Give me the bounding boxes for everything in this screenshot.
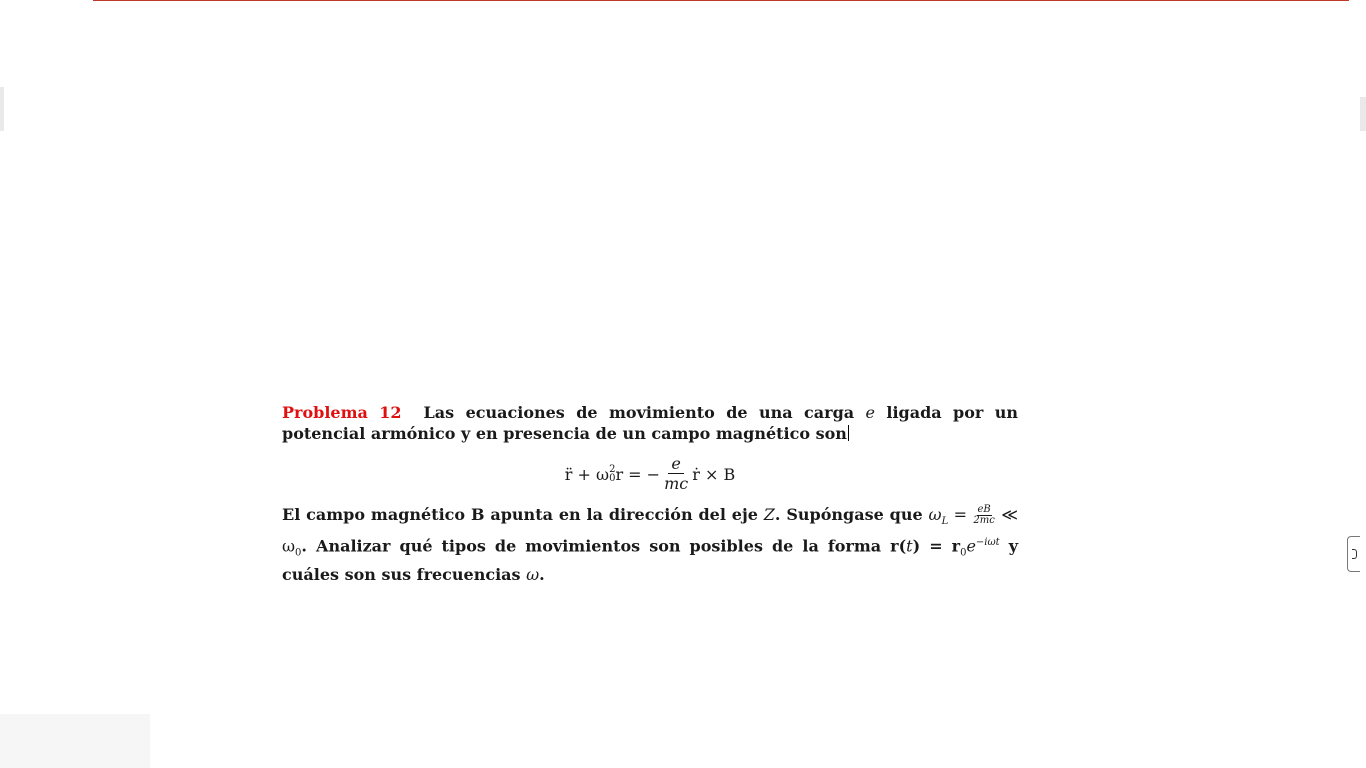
position-function: r( [890,536,907,556]
equals-sign: = [948,505,973,524]
text-cursor [848,425,849,441]
document-body[interactable] [282,402,1018,585]
larmor-subscript: L [941,516,949,528]
left-edge-panel [0,87,4,131]
equation-lhs: r̈ + ω [564,464,610,484]
top-page-border [93,0,1349,1]
much-less-omega: ≪ ω [282,505,1019,556]
question-text-1: El campo magnético B apunta en la dirección del eje [282,505,764,524]
frequency-symbol: ω [526,564,540,584]
position-function-rhs: ) = r [912,536,961,556]
side-panel-toggle-tab[interactable] [1347,536,1360,572]
charge-symbol: e [865,403,875,422]
omega-subscript: 0 [609,473,616,484]
problem-question [282,504,1018,585]
question-text-4: y cuáles son sus frecuencias [282,536,1018,584]
question-text-3: . Analizar qué tipos de movimientos son posibles de la forma [301,536,891,556]
question-period: . [539,564,545,584]
equation-lhs-tail: r = − [615,464,661,484]
equation-of-motion [282,456,1018,492]
charge-mass-fraction [661,456,691,492]
larmor-omega: ω [928,505,942,524]
fraction-denominator: mc [664,474,689,493]
omega0-subscript: 0 [295,547,302,559]
right-edge-panel [1360,97,1366,131]
problem-statement [282,402,1018,444]
exp-superscript: −iωt [975,537,1000,549]
exp-base: e [966,536,976,556]
equation-rhs: ṙ × B [692,464,736,484]
bottom-left-panel [0,714,150,768]
problem-label: Problema 12 [282,403,402,422]
larmor-numerator: eB [977,504,991,515]
intro-text-2: ligada por un potencial armónico y en presencia de un campo magnético son [282,403,1018,443]
axis-symbol: Z [763,505,775,524]
larmor-denominator: 2mc [973,515,995,526]
intro-text-1: Las ecuaciones de movimiento de una carga [423,403,866,422]
r0-subscript: 0 [960,547,967,559]
larmor-fraction [972,505,995,526]
question-text-2: . Supóngase que [774,505,929,524]
omega-superscript: 2 [609,464,616,475]
fraction-numerator: e [668,456,683,474]
time-variable: t [906,536,913,556]
